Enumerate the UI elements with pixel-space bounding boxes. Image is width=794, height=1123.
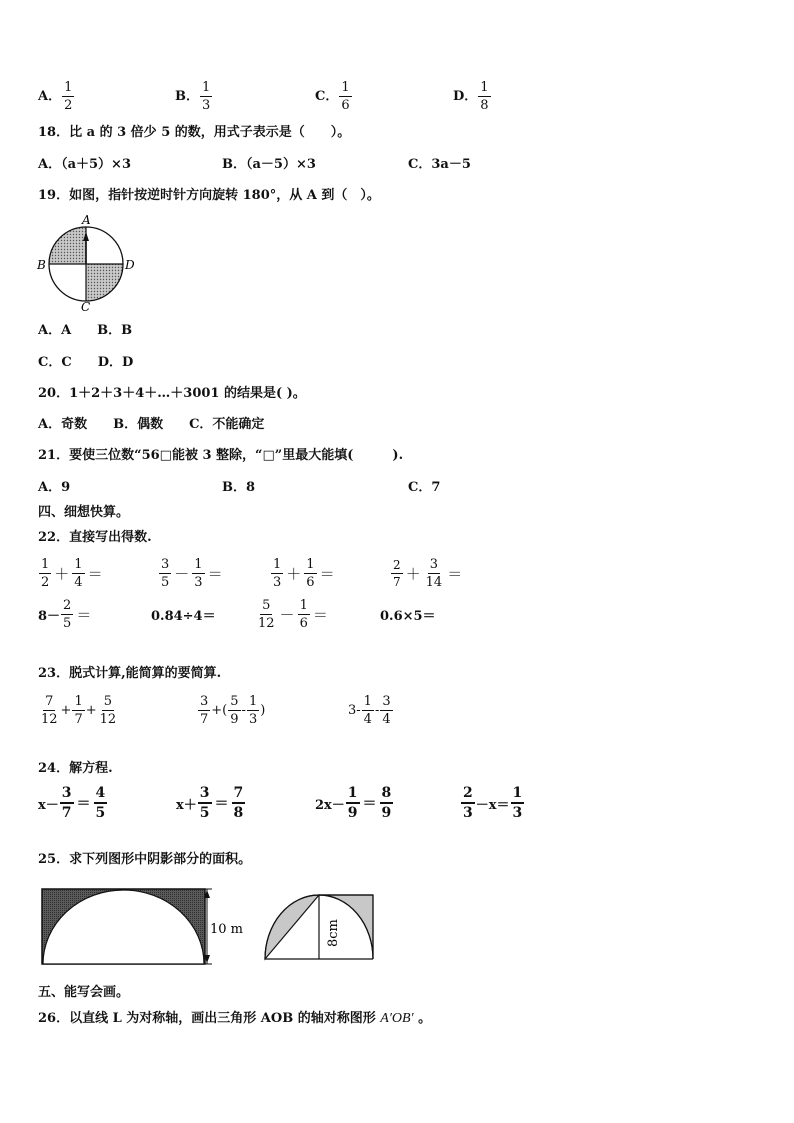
q19-stem: 19．如图，指针按逆时针方向旋转 180°，从 A 到（ ）。	[38, 188, 380, 203]
fraction: $\frac{1}{8}$	[480, 80, 489, 113]
q21-option-b: B．8	[222, 480, 256, 495]
section-4-heading: 四、细想快算。	[38, 505, 130, 520]
section-5-heading: 五、能写会画。	[38, 985, 130, 1000]
label-a: A	[82, 213, 91, 227]
label-b: B	[37, 258, 46, 272]
q23-expression-2: $\frac{3}{7}$ +( $\frac{5}{9}$ - $\frac{1}{3}$ )	[200, 694, 266, 727]
q17-option-a-label: A．	[38, 88, 62, 104]
fraction: $\frac{1}{3}$	[202, 80, 211, 113]
q26-stem: 26．以直线 L 为对称轴，画出三角形 AOB 的轴对称图形 A′OB′ 。	[38, 1011, 432, 1026]
q18-stem: 18．比 a 的 3 倍少 5 的数，用式子表示是（ ）。	[38, 125, 351, 140]
q21-option-a: A．9	[38, 480, 71, 495]
q20-options: A．奇数 B．偶数 C．不能确定	[38, 417, 265, 432]
q24-equation-2: x＋ $\frac{3}{5}$ ＝ $\frac{7}{8}$	[176, 785, 244, 821]
q25-figure-1	[38, 884, 248, 970]
q25-figure-2	[262, 892, 378, 962]
q24-stem: 24．解方程.	[38, 761, 113, 776]
q22-expression-2: $\frac{3}{5}$ － $\frac{1}{3}$ ＝	[161, 557, 223, 590]
q19-options-row2: C．C D．D	[38, 355, 134, 370]
q17-option-a	[38, 80, 75, 113]
q22-expression-6: 0.84÷4＝	[151, 609, 216, 624]
q24-equation-3: 2x－ $\frac{1}{9}$ ＝ $\frac{8}{9}$	[315, 785, 392, 821]
q22-expression-5: 8－ $\frac{2}{5}$ ＝	[38, 598, 92, 631]
q20-stem: 20．1＋2＋3＋4＋…＋3001 的结果是( )。	[38, 386, 306, 401]
q21-option-c: C．7	[408, 480, 441, 495]
q22-expression-7: $\frac{5}{12}$ － $\frac{1}{6}$ ＝	[258, 598, 328, 631]
q18-option-b: B．（a－5）×3	[222, 157, 316, 172]
fraction: $\frac{1}{2}$	[64, 80, 73, 113]
height-label: 10 m	[210, 922, 244, 937]
q22-expression-3: $\frac{1}{3}$ ＋ $\frac{1}{6}$ ＝	[273, 557, 335, 590]
q23-stem: 23．脱式计算,能简算的要简算.	[38, 666, 222, 681]
q17-option-b-label: B．	[175, 88, 199, 104]
q17-option-c-label: C．	[315, 88, 339, 104]
q23-expression-1: $\frac{7}{12}$ + $\frac{1}{7}$ + $\frac{5}{12}$	[41, 694, 117, 727]
q17-option-c	[315, 80, 353, 113]
q17-option-b	[175, 80, 213, 113]
q24-equation-1: x－ $\frac{3}{7}$ ＝ $\frac{4}{5}$	[38, 785, 106, 821]
q22-stem: 22．直接写出得数.	[38, 530, 152, 545]
q22-expression-8: 0.6×5＝	[380, 609, 436, 624]
q18-option-a: A．（a＋5）×3	[38, 157, 131, 172]
q17-option-d-label: D．	[453, 88, 478, 104]
fraction: $\frac{1}{6}$	[341, 80, 350, 113]
figure-name: A′OB′	[380, 1011, 414, 1026]
q22-expression-4: $\frac{2}{7}$ ＋ $\frac{3}{14}$ ＝	[393, 557, 463, 590]
q19-options-row1: A．A B．B	[38, 323, 133, 338]
q21-stem: 21．要使三位数“56□能被 3 整除，“□”里最大能填( ).	[38, 448, 404, 463]
q17-option-d	[453, 80, 492, 113]
q19-dial-figure	[36, 212, 136, 312]
label-d: D	[125, 258, 135, 272]
q23-expression-3: 3- $\frac{1}{4}$ - $\frac{3}{4}$	[348, 694, 391, 727]
q18-option-c: C．3a－5	[408, 157, 471, 172]
q22-expression-1: $\frac{1}{2}$ ＋ $\frac{1}{4}$ ＝	[41, 557, 103, 590]
length-label: 8cm	[326, 919, 341, 947]
label-c: C	[81, 300, 91, 312]
q25-stem: 25．求下列图形中阴影部分的面积。	[38, 852, 252, 867]
shaded-left-segment	[265, 895, 319, 959]
q24-equation-4: $\frac{2}{3}$ －x＝ $\frac{1}{3}$	[463, 785, 523, 821]
